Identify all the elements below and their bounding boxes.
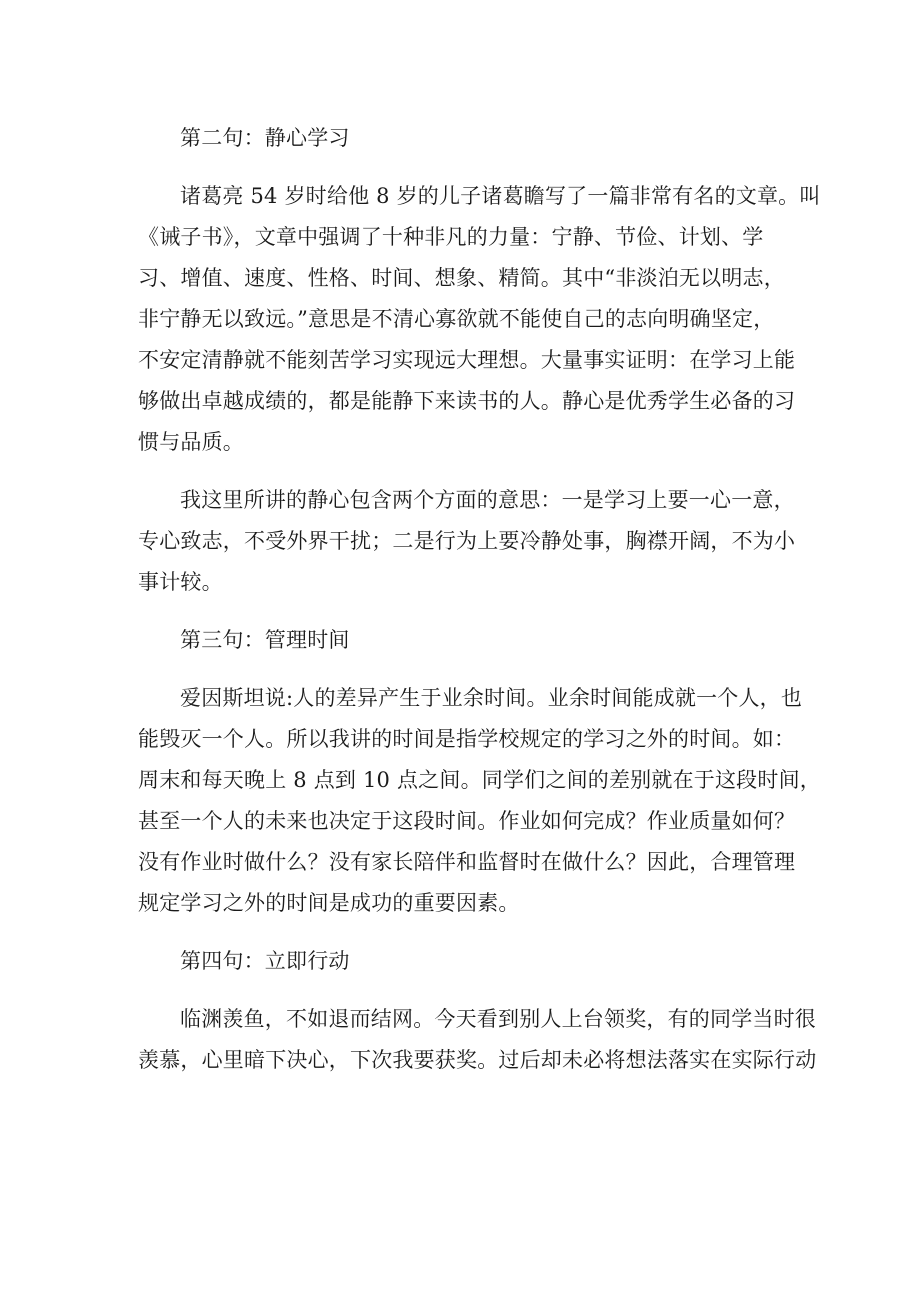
text-line: 羡慕，心里暗下决心，下次我要获奖。过后却未必将想法落实在实际行动 <box>138 1048 817 1072</box>
text-line: 惯与品质。 <box>138 430 244 454</box>
paragraph <box>138 678 821 924</box>
text-line: 周末和每天晚上 8 点到 10 点之间。同学们之间的差别就在于这段时间， <box>138 768 821 792</box>
text-line: 非宁静无以致远。”意思是不清心寡欲就不能使自己的志向明确坚定， <box>138 307 775 331</box>
document-page <box>138 118 821 1081</box>
paragraph <box>138 176 821 463</box>
text-line: 专心致志，不受外界干扰；二是行为上要冷静处事，胸襟开阔，不为小 <box>138 529 796 553</box>
text-line: 没有作业时做什么？没有家长陪伴和监督时在做什么？因此，合理管理 <box>138 850 796 874</box>
text-line: 《诫子书》，文章中强调了十种非凡的力量：宁静、节俭、计划、学 <box>138 225 764 249</box>
text-line: 爱因斯坦说:人的差异产生于业余时间。业余时间能成就一个人，也 <box>180 686 803 710</box>
section-heading: 第四句：立即行动 <box>180 949 350 973</box>
paragraph <box>138 480 796 603</box>
text-line: 我这里所讲的静心包含两个方面的意思：一是学习上要一心一意， <box>180 488 795 512</box>
text-line: 甚至一个人的未来也决定于这段时间。作业如何完成？作业质量如何？ <box>138 809 796 833</box>
text-line: 能毁灭一个人。所以我讲的时间是指学校规定的学习之外的时间。如： <box>138 727 796 751</box>
text-line: 诸葛亮 54 岁时给他 8 岁的儿子诸葛瞻写了一篇非常有名的文章。叫 <box>180 184 821 208</box>
text-line: 事计较。 <box>138 570 223 594</box>
text-line: 够做出卓越成绩的，都是能静下来读书的人。静心是优秀学生必备的习 <box>138 389 796 413</box>
section-heading: 第二句：静心学习 <box>180 126 350 150</box>
text-line: 习、增值、速度、性格、时间、想象、精简。其中“非淡泊无以明志， <box>138 266 785 290</box>
text-line: 临渊羡鱼，不如退而结网。今天看到别人上台领奖，有的同学当时很 <box>180 1007 816 1031</box>
paragraph <box>138 999 817 1081</box>
text-line: 不安定清静就不能刻苦学习实现远大理想。大量事实证明：在学习上能 <box>138 348 796 372</box>
section-heading: 第三句：管理时间 <box>180 628 350 652</box>
text-line: 规定学习之外的时间是成功的重要因素。 <box>138 891 520 915</box>
